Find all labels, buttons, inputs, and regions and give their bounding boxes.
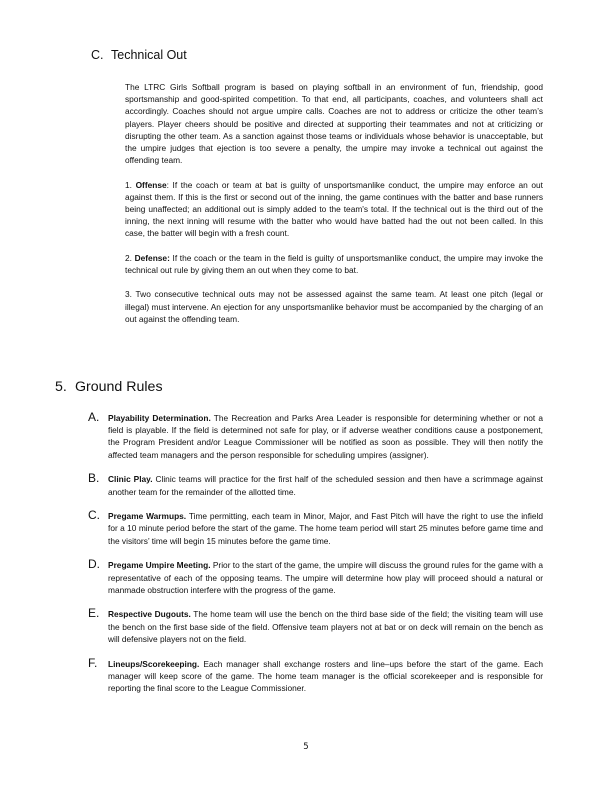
rule-text: Clinic teams will practice for the first half of the scheduled session and then have a scrimmage against another team for the remainder of the allotted time. [108,474,543,497]
rule-term: Pregame Umpire Meeting. [108,560,211,571]
item-number: 1. [125,179,136,190]
subsection-label: C. [91,48,104,62]
item-text: If the coach or the team in the field is guilty of unsportsmanlike conduct, the umpire may invoke the technical out rule by giving them an out when they come to bat. [125,252,543,276]
defense-paragraph [125,252,543,276]
rule-letter: F. [88,655,98,670]
subsection-title: Technical Out [111,48,187,62]
offense-paragraph [125,179,543,240]
rule-item-pregame-warmups [88,510,543,547]
rule-term: Clinic Play. [108,474,153,485]
item-text: : If the coach or team at bat is guilty of unsportsmanlike conduct, the umpire may enforce an out against them. If this is the first or second out of the inning, the game continues with the batter and base runners being unaffected; an additional out is simply added to the team's total. If the technical out is the third out of the inning, the next inning will resume with the batter who would have batted had the out not been called. In this case, the batter will begin with a fresh count. [125,179,544,239]
rule-term: Playability Determination. [108,413,211,423]
rule-item-playability [88,412,543,461]
rule-item-lineups [88,655,543,695]
consecutive-outs-paragraph: 3. Two consecutive technical outs may not be assessed against the same team. At least one pitch (legal or illegal) must intervene. An ejection for any unsportsmanlike behavior must be accompanied by the charging of an out against the offending team. [125,289,543,324]
rule-item-dugouts [88,608,543,645]
rule-text: Prior to the start of the game, the umpire will discuss the ground rules for the game with a representative of each of the opposing teams. The umpire will determine how play will proceed should a natural or manmade obstruction interfere with the progress of the game. [108,560,543,595]
rule-text: Each manager shall exchange rosters and line–ups before the start of the game. Each manager will keep score of the game. The home team manager is the official scorekeeper and is responsible for reporting the final score to the League Commissioner. [108,658,543,693]
rule-item-clinic-play [88,473,543,497]
rule-letter: D. [88,557,100,572]
rule-letter: E. [88,606,100,621]
subsection-heading [91,48,187,62]
rule-term: Respective Dugouts. [108,609,191,620]
item-number: 2. [125,252,135,263]
rule-letter: C. [88,508,100,523]
rule-letter: A. [88,410,100,424]
section-heading [55,379,163,395]
rule-text: The Recreation and Parks Area Leader is responsible for determining whether or not a field is playable. If the field is determined not safe for play, or if adverse weather conditions cause a postponement, the Program President and/or League Commissioner will be notified as soon as possible. They will then notify the affected team managers and the person responsible for scheduling umpires (assigner). [108,413,543,460]
rule-item-umpire-meeting [88,559,543,596]
rule-text: The home team will use the bench on the third base side of the field; the visiting team will use the bench on the first base side of the field. Offensive team players not at bat or on deck will remain on the bench as will defensive players not on the field. [108,609,543,644]
rule-term: Pregame Warmups. [108,511,187,522]
rule-letter: B. [88,471,100,486]
item-term: Defense: [134,252,170,263]
rule-term: Lineups/Scorekeeping. [108,658,200,669]
technical-out-body [125,81,543,337]
ground-rules-list [88,412,543,707]
rule-text: Time permitting, each team in Minor, Major, and Fast Pitch will have the right to use the infield for a 10 minute period before the start of the game. The home team period will start 25 minutes before game time and the visitors’ time will begin 15 minutes before the game time. [108,511,543,546]
section-title: Ground Rules [75,379,163,395]
page-number: 5 [303,742,309,752]
intro-paragraph: The LTRC Girls Softball program is based on playing softball in an environment of fun, friendship, good sportsmanship and good-spirited competition. To that end, all participants, coaches, and volunteers shall act accordingly. Coaches should not argue umpire calls. Coaches are not to address or criticize the other team’s players. Player cheers should be positive and directed at supporting their teammates and not at criticizing or disrupting the other team. As a sanction against those teams or individuals whose behavior is unacceptable, but the umpire judges that ejection is too severe a penalty, the umpire may invoke a technical out against the offending team. [125,82,543,166]
section-label: 5. [55,379,67,395]
item-term: Offense [135,179,167,190]
